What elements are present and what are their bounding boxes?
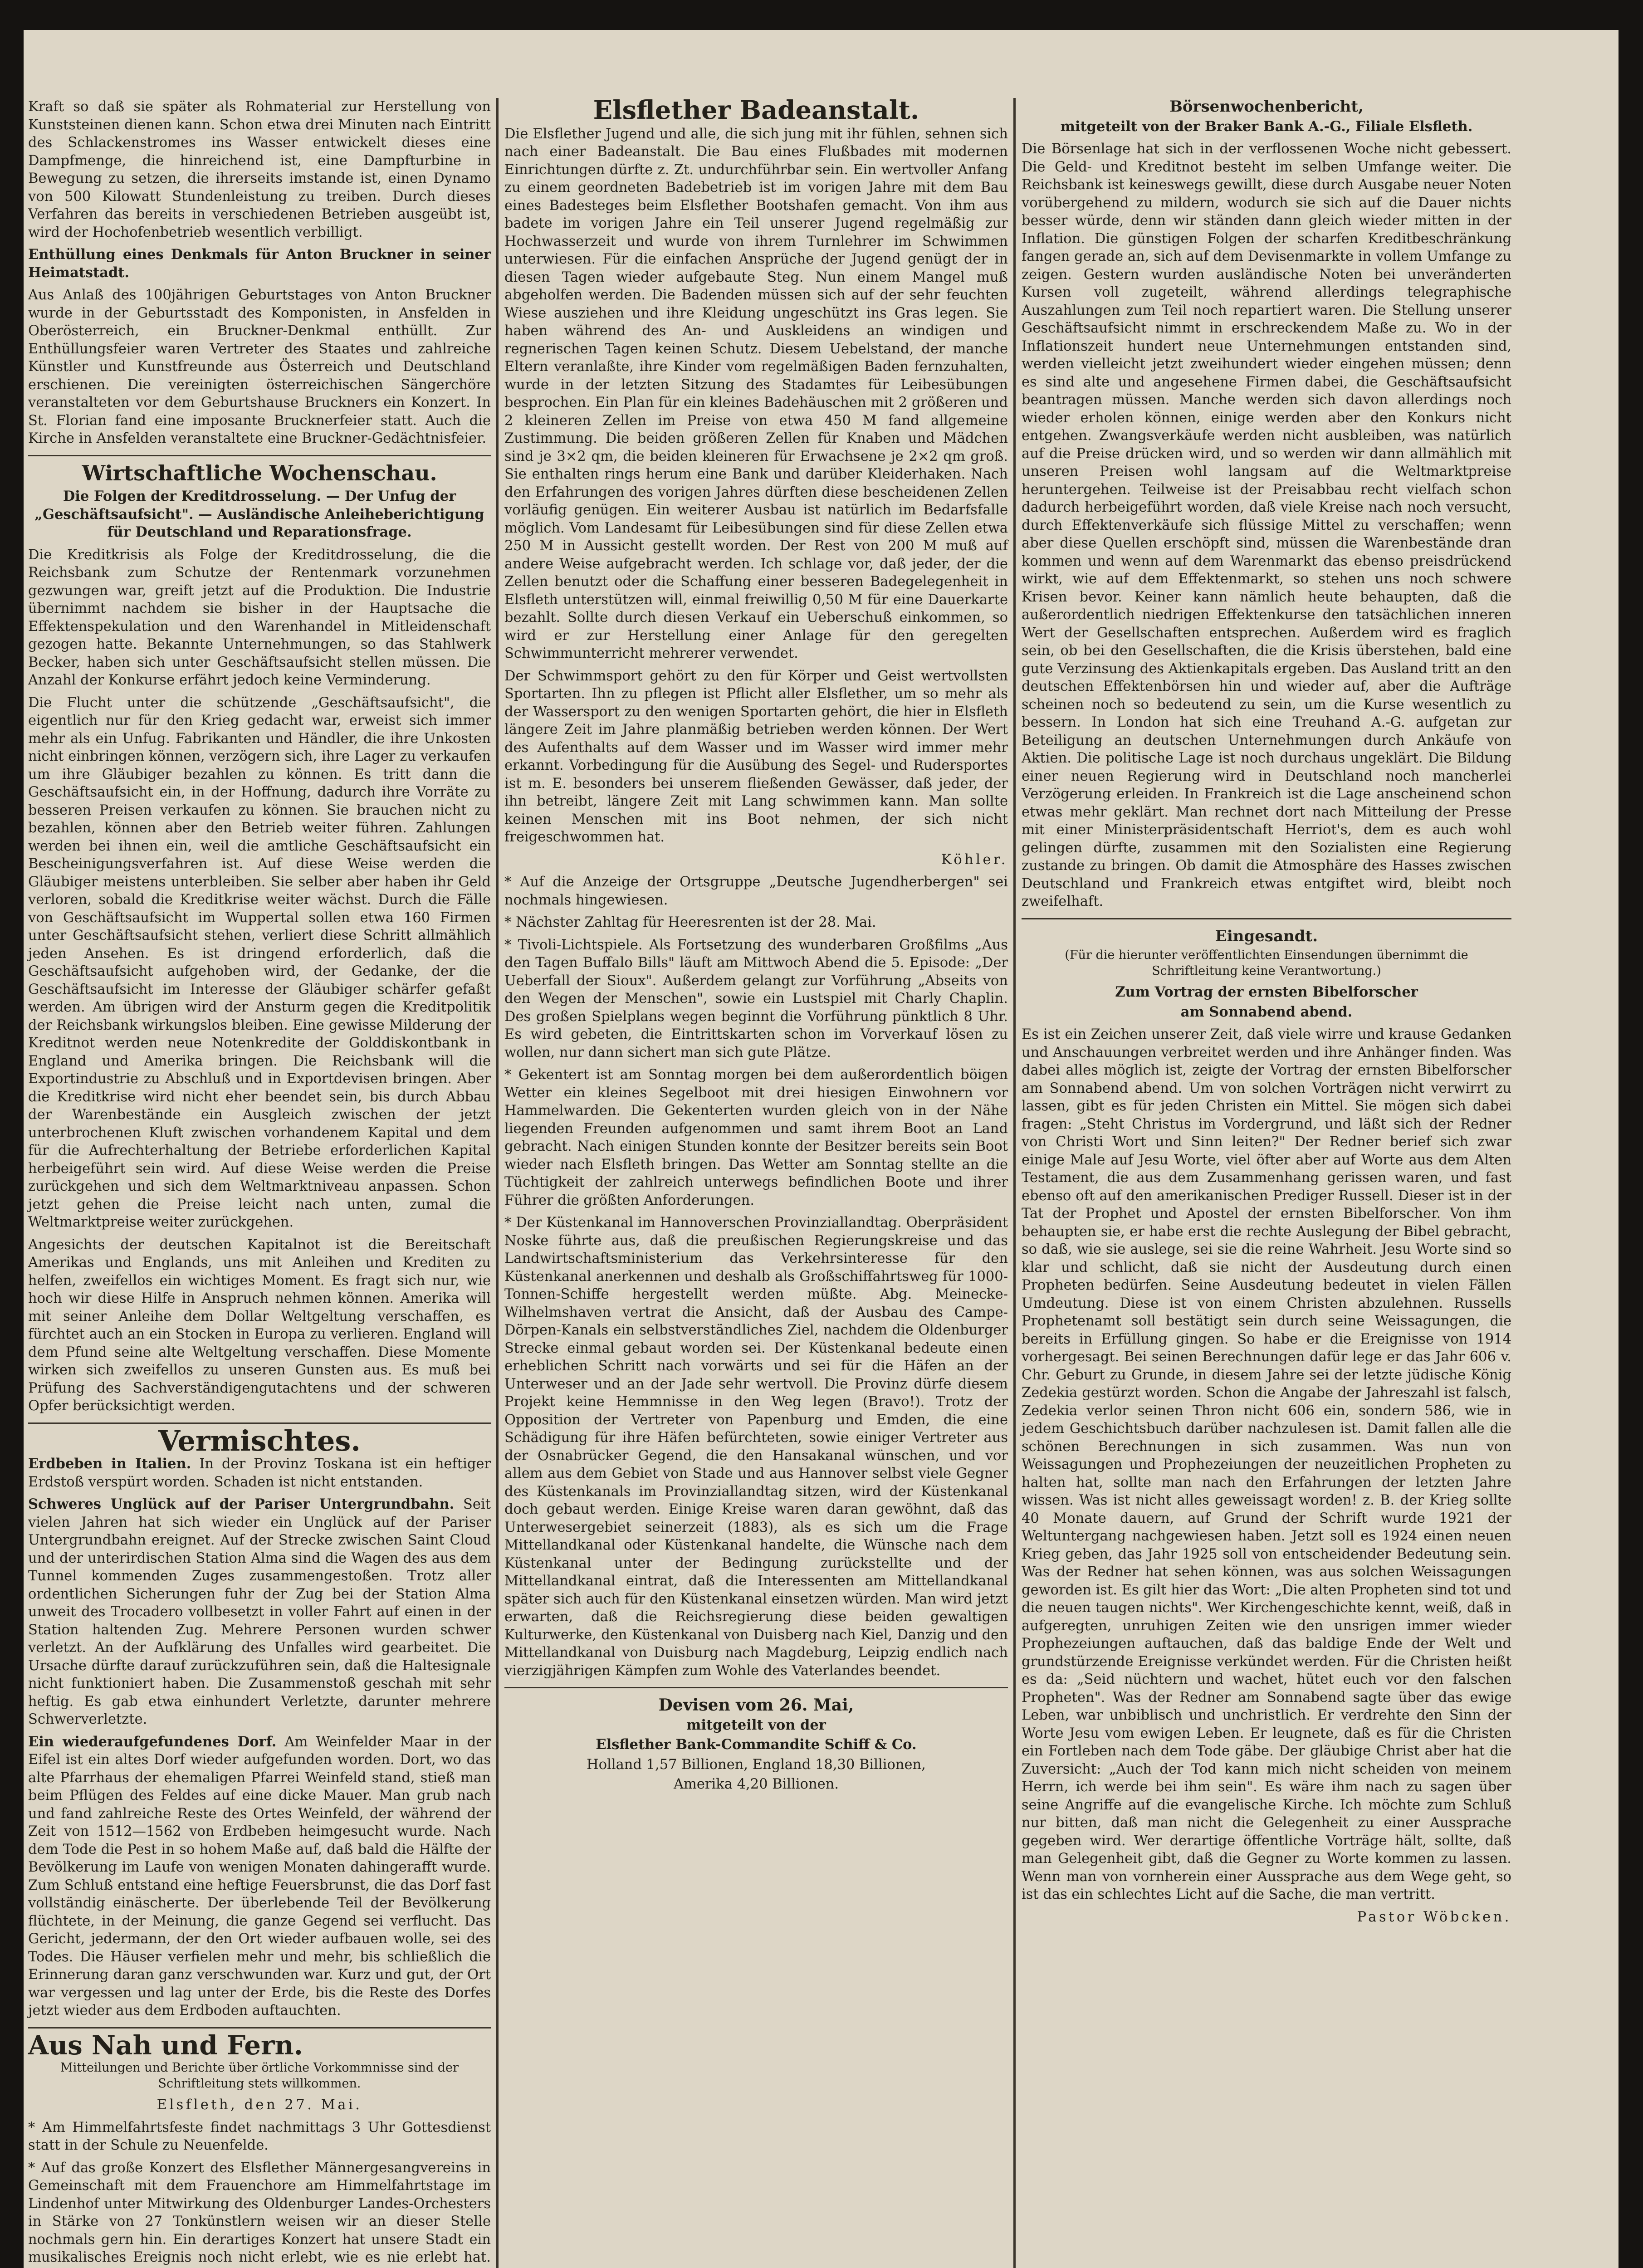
divider bbox=[28, 2027, 491, 2028]
newspaper-page bbox=[24, 30, 1619, 2268]
exchange-rates-box bbox=[504, 1696, 1008, 1794]
paragraph: Die Kreditkrisis als Folge der Kreditdrosselung, die die Reichsbank zum Schutze der Rentenmark vorzunehmen gezwungen war, greift jetzt auf die Produktion. Die Industrie übernimmt nachdem sie bisher in der Hauptsache die Effektenspekulation und den Warenhandel in Mitleidenschaft gezogen hatte. Bekannte Unternehmungen, so das Stahlwerk Becker, haben sich unter Geschäftsaufsicht stellen müssen. Die Anzahl der Konkurse erfährt jedoch keine Verminderung. bbox=[28, 547, 491, 688]
paragraph: * Der Küstenkanal im Hannoverschen Provinziallandtag. Oberpräsident Noske führte aus, daß die preußischen Regierungskreise und das Landwirtschaftsministerium das Verkehrsinteresse für den Küstenkanal anerkennen und deshalb als Großschiffahrtsweg für 1000-Tonnen-Schiffe hergestellt werden müßte. Abg. Meinecke-Wilhelmshaven vertrat die Ansicht, daß der Ausbau des Campe-Dörpen-Kanals ein selbstverständliches Ziel, nachdem die Oldenburger Strecke einmal gebaut worden sei. Der Küstenkanal bedeute einen erheblichen Schritt nach vorwärts und sei für die Häfen an der Unterweser und an der Jade sehr wertvoll. Die Provinz dürfe diesem Projekt keine Hemmnisse in den Weg legen (Bravo!). Trotz der Opposition der Vertreter von Papenburg und Emden, die eine Schädigung für ihre Häfen befürchteten, sowie einiger Vertreter aus der Osnabrücker Gegend, die den Hansakanal wünschen, und vor allem aus dem Gebiet von Stade und aus Hannover selbst viele Gegner des Küstenkanals im Provinziallandtag sitzen, wird der Küstenkanal doch gebaut werden. Einige Kreise waren daran gewöhnt, daß das Unterwesergebiet seinerzeit (1883), als es sich um die Frage Mittellandkanal oder Küstenkanal handelte, die Wünsche nach dem Küstenkanal unter der Bedingung zurückstellte und der Mittellandkanal eintrat, daß die Interessenten am Mittellandkanal später sich auch für den Küstenkanal einsetzen würden. Man wird jetzt erwarten, daß die Reichsregierung diese beiden gewaltigen Kulturwerke, den Küstenkanal von Duisberg nach Kiel, Danzig und den Mittellandkanal von Duisburg nach Magdeburg, Leipzig endlich nach vierzigjährigen Kämpfen zum Wohle des Vaterlandes beendet. bbox=[504, 1215, 1008, 1679]
paragraph: * Tivoli-Lichtspiele. Als Fortsetzung des wunderbaren Großfilms „Aus den Tagen Buffalo Bills" läuft am Mittwoch Abend die 5. Episode: „Der Ueberfall der Sioux". Außerdem gelangt zur Vorführung „Abseits von den Wegen der Menschen", sowie ein Lustspiel mit Charly Chaplin. Des großen Spielplans wegen beginnt die Vorführung pünktlich 8 Uhr. Es wird gebeten, die Eintrittskarten schon im Vorverkauf lösen zu wollen, nur dann sichert man sich gute Plätze. bbox=[504, 937, 1008, 1061]
news-text: In der Provinz Toskana ist ein heftiger Erdstoß verspürt worden. Schaden ist nicht entstanden. bbox=[28, 1456, 491, 1490]
section-subtitle: Die Folgen der Kreditdrosselung. — Der Unfug der „Geschäftsaufsicht". — Ausländische Anleiheberichtigung für Deutschland und Reparationsfrage. bbox=[34, 488, 484, 540]
paragraph: * Gekentert ist am Sonntag morgen bei dem außerordentlich böigen Wetter ein kleines Segelboot mit drei hiesigen Einwohnern vor Hammelwarden. Die Gekenterten wurden gleich von in der Nähe liegenden Freunden aufgenommen und samt ihrem Boot an Land gebracht. Nach einigen Stunden konnte der Besitzer bereits sein Boot wieder nach Elsfleth bringen. Das Wetter am Sonntag stellte an die Tüchtigkeit der zahlreich unterwegs befindlichen Boote und ihrer Führer die größten Anforderungen. bbox=[504, 1067, 1008, 1208]
section-title: Elsflether Badeanstalt. bbox=[593, 95, 919, 125]
paragraph: Der Schwimmsport gehört zu den für Körper und Geist wertvollsten Sportarten. Ihn zu pflegen ist Pflicht aller Elsflether, um so mehr als der Wassersport zu den wenigen Sportarten gehört, die hier in Elsfleth längere Zeit im Jahre planmäßig betrieben werden können. Der Wert des Aufenthalts auf dem Wasser und im Wasser wird immer mehr erkannt. Vorbedingung für die Ausübung des Segel- und Rudersportes ist m. E. besonders bei unserem fließenden Gewässer, daß jeder, der ihn betreibt, längere Zeit mit Lang schwimmen kann. Man sollte keinen Menschen mit ins Boot nehmen, der sich nicht freigeschwommen hat. bbox=[504, 668, 1008, 845]
article-heading: Zum Vortrag der ernsten Bibelforscher bbox=[1115, 984, 1418, 1000]
paragraph: Aus Anlaß des 100jährigen Geburtstages von Anton Bruckner wurde in der Geburtsstadt des Komponisten, in Ansfelden in Oberösterreich, ein Bruckner-Denkmal enthüllt. Zur Enthüllungsfeier waren Vertreter des Staates und zahlreiche Künstler und Kunstfreunde aus Österreich und Deutschland erschienen. Die vereinigten österreichischen Sängerchöre veranstalteten vor dem Geburtshause Bruckners ein Konzert. In St. Florian fand eine imposante Brucknerfeier statt. Auch die Kirche in Ansfelden veranstaltete eine Bruckner-Gedächtnisfeier. bbox=[28, 287, 491, 446]
divider bbox=[1022, 918, 1511, 919]
divider bbox=[28, 455, 491, 456]
column-rule bbox=[496, 98, 499, 2268]
section-note: (Für die hierunter veröffentlichten Einsendungen übernimmt die Schriftleitung keine Verantwortung.) bbox=[1065, 948, 1468, 978]
section-subtitle: mitgeteilt von der Braker Bank A.-G., Filiale Elsfleth. bbox=[1060, 118, 1473, 135]
section-title: Vermischtes. bbox=[158, 1424, 361, 1457]
article-heading: am Sonnabend abend. bbox=[1180, 1003, 1353, 1020]
exchange-bank: Elsflether Bank-Commandite Schiff & Co. bbox=[596, 1736, 917, 1753]
section-title: Aus Nah und Fern. bbox=[28, 2029, 303, 2061]
column-middle bbox=[504, 95, 1008, 1795]
dateline: Elsfleth, den 27. Mai. bbox=[156, 2097, 362, 2113]
column-rule bbox=[1013, 98, 1016, 2268]
paragraph: * Auf die Anzeige der Ortsgruppe „Deutsche Jugendherbergen" sei nochmals hingewiesen. bbox=[504, 874, 1008, 908]
paragraph: Die Elsflether Jugend und alle, die sich jung mit ihr fühlen, sehnen sich nach einer Badeanstalt. Die Bau eines Flußbades mit modernen Einrichtungen dürfte z. Zt. undurchführbar sein. Ein wertvoller Anfang zu einem geordneten Badebetrieb ist im vorigen Jahre mit dem Bau eines Badesteges beim Elsflether Bootshafen gemacht. Von ihm aus badete im vorigen Jahre ein Teil unserer Jugend regelmäßig zur Hochwasserzeit und wurde von ihrem Turnlehrer im Schwimmen unterwiesen. Für die einfachen Ansprüche der Jugend genügt der in diesen Tagen wieder aufgebaute Steg. Nun einem Mangel muß abgeholfen werden. Die Badenden müssen sich auf der sehr feuchten Wiese ausziehen und ihre Kleidung ungeschützt ins Gras legen. Sie haben während des An- und Auskleidens an windigen und regnerischen Tagen keinen Schutz. Diesem Uebelstand, der manche Eltern veranlaßte, ihre Kinder vom regelmäßigen Baden fernzuhalten, wurde in der letzten Sitzung des Stadamtes für Leibesübungen besprochen. Ein Plan für ein kleines Badehäuschen mit 2 größeren und 2 kleineren Zellen im Preise von etwa 450 M fand allgemeine Zustimmung. Die beiden größeren Zellen für Knaben und Mädchen sind je 3×2 qm, die beiden kleineren für Erwachsene je 2×2 qm groß. Sie enthalten rings herum eine Bank und darüber Kleiderhaken. Nach den Erfahrungen des vorigen Jahres dürften diese bescheidenen Zellen vorläufig genügen. Ein weiterer Ausbau ist natürlich im Bedarfsfalle möglich. Vom Landesamt für Leibesübungen sind für diese Zellen etwa 250 M in Aussicht gestellt worden. Der Rest von 200 M muß auf andere Weise aufgebracht werden. Ich schlage vor, daß jeder, der die Zellen benutzt oder die Schaffung einer besseren Badegelegenheit in Elsfleth unterstützen will, einmal freiwillig 0,50 M für eine Dauerkarte bezahlt. Sollte durch diesen Verkauf ein Ueberschuß einkommen, so wird er zur Herstellung einer Anlage für den geregelten Schwimmunterricht mehrerer verwendet. bbox=[504, 126, 1008, 661]
signature: Pastor Wöbcken. bbox=[1357, 1909, 1511, 1925]
news-lead: Schweres Unglück auf der Pariser Untergrundbahn. bbox=[28, 1496, 455, 1512]
paragraph: Kraft so daß sie später als Rohmaterial zur Herstellung von Kunststeinen dienen kann. Schon etwa drei Minuten nach Eintritt des Schlackenstromes ins Wasser entwickelt dieses eine Dampfmenge, die hinreichend ist, eine Dampfturbine in Bewegung zu setzen, die ihrerseits imstande ist, einen Dynamo von 500 Kilowatt Stundenleistung zu treiben. Durch dieses Verfahren das bereits in verschiedenen Betrieben ausgeübt ist, wird der Hochofenbetrieb wesentlich verbilligt. bbox=[28, 99, 491, 240]
news-text: Seit vielen Jahren hat sich wieder ein Unglück auf der Pariser Untergrundbahn ereignet. Auf der Strecke zwischen Saint Cloud und der unterirdischen Station Alma sind die Wagen des aus dem Tunnel kommenden Zuges zusammengestoßen. Trotz aller ordentlichen Sicherungen fuhr der Zug bei der Station Alma unweit des Trocadero vollbesetzt in voller Fahrt auf einen in der Station haltenden Zug. Mehrere Personen wurden schwer verletzt. An der Aufklärung des Unfalles wird gearbeitet. Die Ursache dürfte darauf zurückzuführen sein, daß die Haltesignale nicht funktioniert haben. Die Zusammenstoß geschah mit sehr heftig. Es gab etwa einhundert Verletzte, darunter mehrere Schwerverletzte. bbox=[28, 1496, 491, 1727]
paragraph: Es ist ein Zeichen unserer Zeit, daß viele wirre und krause Gedanken und Anschauungen verbreitet werden und ihre Anhänger finden. Was dabei alles möglich ist, zeigte der Vortrag der ernsten Bibelforscher am Sonnabend abend. Um von solchen Vorträgen nicht verwirrt zu lassen, gibt es für jeden Christen ein Mittel. Sie mögen sich dabei fragen: „Steht Christus im Vordergrund, und läßt sich der Redner von Christi Wort und Sinn leiten?" Der Redner berief sich zwar einige Male auf Jesu Worte, viel öfter aber auf Worte aus dem Alten Testament, die aus dem Zusammenhang gerissen waren, und fast ebenso oft auf den amerikanischen Prediger Russell. Dieser ist in der Tat der Prophet und Apostel der ernsten Bibelforscher. Von ihm behaupten sie, er habe erst die rechte Auslegung der Bibel gebracht, so daß, wie sie auslege, sei sie die reine Wahrheit. Jesu Worte sind so klar und schlicht, daß sie nicht der Ausdeutung durch einen Propheten bedürfen. Seine Ausdeutung bedeutet in vielen Fällen Umdeutung. Diese ist von einem Christen abzulehnen. Russells Prophetenamt soll bestätigt sein durch seine Weissagungen, die bereits in Erfüllung gingen. So habe er die Ereignisse von 1914 vorhergesagt. Bei seinen Berechnungen dafür lege er das Jahr 606 v. Chr. Geburt zu Grunde, in diesem Jahre sei der letzte jüdische König Zedekia gestürzt worden. Schon die Angabe der Jahreszahl ist falsch, Zedekia verlor seinen Thron nicht 606 ein, sondern 586, wie in jedem Geschichtsbuch darüber nachzulesen ist. Damit fallen alle die schönen Berechnungen in sich zusammen. Was nun von Weissagungen und Prophezeiungen der neuzeitlichen Propheten zu halten hat, sollte man nach den Erfahrungen der letzten Jahre wissen. Was ist nicht alles geweissagt worden! z. B. der Krieg sollte 40 Monate dauern, auf Grund der Schrift wurde 1921 der Weltuntergang nachgewiesen haben. Jetzt soll es 1924 einen neuen Krieg geben, das Jahr 1925 soll von entscheidender Bedeutung sein. Was der Redner hat sehen können, was aus solchen Weissagungen geworden ist. Es gilt hier das Wort: „Die alten Propheten sind tot und die neuen taugen nichts". Wer Kirchengeschichte kennt, weiß, daß in aufgeregten, unruhigen Zeiten wie den unsrigen immer wieder Prophezeiungen auftauchen, daß das baldige Ende der Welt und grundstürzende Ereignisse verkündet werden. Für die Christen heißt es da: „Seid nüchtern und wachet, hütet euch vor den falschen Propheten". Was der Redner am Sonnabend sagte über das ewige Leben, war unbiblisch und unchristlich. Er verdrehte den Sinn der Worte Jesu vom ewigen Leben. Er leugnete, daß es für die Christen ein Fortleben nach dem Tode gäbe. Der gläubige Christ aber hat die Zuversicht: „Auch der Tod kann mich nicht scheiden von meinem Herrn, ich werde bei ihm sein". Es wäre ihm nach zu sagen über seine Angriffe auf die evangelische Kirche. Ich möchte zum Schluß nur bitten, daß man nicht die Gelegenheit zu einer Aussprache gegeben wird. Wer derartige öffentliche Vorträge hält, sollte, daß man Gelegenheit gibt, daß die Gegner zu Worte kommen zu lassen. Wenn man von vornherein einer Aussprache aus dem Wege geht, so ist das ein schlechtes Licht auf die Sache, die man vertritt. bbox=[1022, 1026, 1511, 1902]
exchange-line: Amerika 4,20 Billionen. bbox=[673, 1776, 839, 1792]
section-note: Mitteilungen und Berichte über örtliche Vorkommnisse sind der Schriftleitung stets willkommen. bbox=[60, 2061, 459, 2091]
news-item bbox=[28, 1455, 491, 1491]
paragraph: * Auf das große Konzert des Elsflether Männergesangvereins in Gemeinschaft mit dem Frauenchore am Himmelfahrtstage im Lindenhof unter Mitwirkung des Oldenburger Landes-Orchesters in Stärke von 27 Tonkünstlern weisen wir an dieser Stelle nochmals gern hin. Ein derartiges Konzert hat unsere Stadt ein musikalisches Ereignis noch nicht erlebt, wie es nie erlebt hat. bbox=[28, 2160, 491, 2265]
news-text: Am Weinfelder Maar in der Eifel ist ein altes Dorf wieder aufgefunden worden. Dort, wo das alte Pfarrhaus der ehemaligen Pfarrei Weinfeld stand, stieß man beim Pflügen des Feldes auf eine dicke Mauer. Man grub nach und fand zahlreiche Reste des Ortes Weinfeld, der während der Zeit von 1512—1562 von Erdbeben heimgesucht wurde. Nach dem Tode die Pest in so hohem Maße auf, daß bald die Hälfte der Bevölkerung im Laufe von wenigen Monaten dahingerafft wurde. Zum Schluß entstand eine heftige Feuersbrunst, die das Dorf fast vollständig einäscherte. Der überlebende Teil der Bevölkerung flüchtete, in der Meinung, die ganze Gegend sei verflucht. Das Gericht, jedermann, der den Ort wieder aufbauen wolle, sei des Todes. Die Häuser verfielen mehr und mehr, bis schließlich die Erinnerung daran ganz verschwunden war. Kurz und gut, der Ort war vergessen und lag unter der Erde, bis die Reste des Dorfes jetzt wieder aus dem Erdboden auftauchten. bbox=[28, 1734, 491, 2019]
news-lead: Ein wiederaufgefundenes Dorf. bbox=[28, 1733, 277, 1750]
news-item bbox=[28, 1496, 491, 1729]
paragraph: * Am Himmelfahrtsfeste findet nachmittags 3 Uhr Gottesdienst statt in der Schule zu Neuenfelde. bbox=[28, 2119, 491, 2153]
exchange-title: Devisen vom 26. Mai, bbox=[658, 1696, 854, 1715]
paragraph: Die Börsenlage hat sich in der verflossenen Woche nicht gebessert. Die Geld- und Kreditnot besteht im selben Umfange weiter. Die Reichsbank ist keineswegs gewillt, diese durch Ausgabe neuer Noten vorübergehend zu mildern, wodurch sie sich auf die Dauer nichts besser würde, denn wir ständen dann gleich wieder mitten in der Inflation. Die günstigen Folgen der scharfen Kreditbeschränkung fangen gerade an, sich auf dem Devisenmarkte in vollem Umfange zu zeigen. Gestern wurden ausländische Noten bei unveränderten Kursen voll zugeteilt, während allerdings telegraphische Auszahlungen zum Teil noch repartiert waren. Die Stellung unserer Geschäftsaufsicht nimmt in erschreckendem Maße zu. Wo in der Inflationszeit hundert neue Unternehmungen entstanden sind, werden vielleicht jetzt zweihundert wieder eingehen müssen; denn es sind alte und angesehene Firmen dabei, die Geschäftsaufsicht beantragen müssen. Manche werden sich davon allerdings noch wieder erholen können, einige werden aber den Konkurs nicht entgehen. Zwangsverkäufe werden nicht ausbleiben, was natürlich auf die Preise drücken wird, und so werden wir dann allmählich mit unseren Preisen wohl langsam auf die Weltmarktpreise heruntergehen. Teilweise ist der Preisabbau recht vielfach schon dadurch herbeigeführt worden, daß viele Kreise nach noch versucht, durch Effektenverkäufe sich flüssige Mittel zu verschaffen; wenn aber diese Quellen erschöpft sind, müssen die Warenbestände dran kommen und wenn auf dem Warenmarkt das ebenso preisdrückend wirkt, wie auf dem Effektenmarkt, so stehen uns noch schwere Krisen bevor. Keiner kann nämlich heute behaupten, daß die außerordentlich niedrigen Effektenkurse den tatsächlichen inneren Wert der Gesellschaften entsprechen. Außerdem wird es fraglich sein, ob bei den Gesellschaften, die die Krisis überstehen, bald eine gute Verzinsung des Aktienkapitals ergeben. Das Ausland tritt an den deutschen Effektenbörsen hin und wieder auf, aber die Aufträge scheinen noch so bedeutend zu sein, um die Kurse wesentlich zu bessern. In London hat sich eine Treuhand A.-G. aufgetan zur Beteiligung an deutschen Unternehmungen durch Ankäufe von Aktien. Die politische Lage ist noch durchaus ungeklärt. Die Bildung einer neuen Regierung wird in Deutschland noch mancherlei Verzögerung erleiden. In Frankreich ist die Lage anscheinend schon etwas mehr geklärt. Man rechnet dort nach Mitteilung der Presse mit einer Ministerpräsidentschaft Herriot's, dem es auch wohl gelingen dürfte, zusammen mit den Sozialisten eine Regierung zustande zu bringen. Ob damit die Atmosphäre des Hasses zwischen Deutschland und Frankreich etwas entgiftet wird, bleibt noch zweifelhaft. bbox=[1022, 141, 1511, 909]
news-item bbox=[28, 1733, 491, 2020]
section-title: Eingesandt. bbox=[1215, 927, 1318, 945]
article-heading: Enthüllung eines Denkmals für Anton Bruckner in seiner Heimatstadt. bbox=[28, 246, 491, 281]
exchange-sub: mitgeteilt von der bbox=[686, 1716, 826, 1733]
section-title: Wirtschaftliche Wochenschau. bbox=[82, 460, 437, 485]
divider bbox=[28, 1422, 491, 1424]
paragraph: Die Flucht unter die schützende „Geschäftsaufsicht", die eigentlich nur für den Krieg gedacht war, erweist sich immer mehr als ein Unfug. Fabrikanten und Händler, die ihre Unkosten nicht einbringen können, verzögern sich, ihre Lager zu verkaufen um ihre Gläubiger bezahlen zu können. Es tritt dann die Geschäftsaufsicht ein, in der Hoffnung, dadurch ihre Vorräte zu besseren Preisen verkaufen zu können. Sie brauchen nicht zu bezahlen, können aber den Betrieb weiter führen. Zahlungen werden bei ihnen ein, weil die amtliche Geschäftsaufsicht ein Bescheinigungsverfahren ist. Auf diese Weise werden die Gläubiger meistens unterbleiben. Sie selber aber haben ihr Geld verloren, sobald die Kreditkrise weiter wächst. Durch die Fälle von Geschäftsaufsicht im Wuppertal sollen etwa 160 Firmen unter Geschäftsaufsicht stehen, verliert diese Schritt allmählich jeden Ansehen. Es ist dringend erforderlich, daß die Geschäftsaufsicht aufgehoben wird, der Gedanke, der die Geschäftsaufsicht im Interesse der Gläubiger schärfer gefaßt werden. Am übrigen wird der Ansturm gegen die Kreditpolitik der Reichsbank wirkungslos bleiben. Eine gewisse Milderung der Kreditnot werden neue Notenkredite der Golddiskontbank in England und Amerika bringen. Die Reichsbank will die Exportindustrie zu Abschluß und in Exportdevisen bringen. Aber die Kreditkrise wird nicht eher beendet sein, bis durch Abbau der Warenbestände ein Ausgleich zwischen der jetzt unterbrochenen Kluft zwischen vorhandenem Kapital und dem für die Aufrechterhaltung der Betriebe erforderlichen Kapital herbeigeführt sein wird. Auf diese Weise werden die Preise zurückgehen und sich dem Weltmarktniveau anpassen. Schon jetzt gehen die Preise leicht nach unten, zumal die Weltmarktpreise weiter zurückgehen. bbox=[28, 694, 491, 1230]
signature: Köhler. bbox=[941, 851, 1008, 868]
column-right bbox=[1022, 98, 1511, 1931]
column-left bbox=[28, 98, 491, 2268]
section-title: Börsenwochenbericht, bbox=[1169, 98, 1364, 116]
paragraph: * Nächster Zahltag für Heeresrenten ist der 28. Mai. bbox=[504, 914, 876, 930]
paragraph: Angesichts der deutschen Kapitalnot ist die Bereitschaft Amerikas und Englands, uns mit Anleihen und Krediten zu helfen, zweifellos ein wichtiges Moment. Es fragt sich nur, wie hoch wir diese Hilfe in Anspruch nehmen können. Amerika will mit seiner Anleihe dem Dollar Weltgeltung verschaffen, es fürchtet auch an ein Stocken in Europa zu verlieren. England will dem Pfund seine alte Weltgeltung verschaffen. Diese Momente wirken sich zweifellos zu unseren Gunsten aus. Es muß bei Prüfung des Sachverständigengutachtens und der schweren Opfer berücksichtigt werden. bbox=[28, 1237, 491, 1414]
news-lead: Erdbeben in Italien. bbox=[28, 1456, 191, 1472]
divider bbox=[504, 1687, 1008, 1688]
exchange-line: Holland 1,57 Billionen, England 18,30 Billionen, bbox=[587, 1756, 926, 1773]
